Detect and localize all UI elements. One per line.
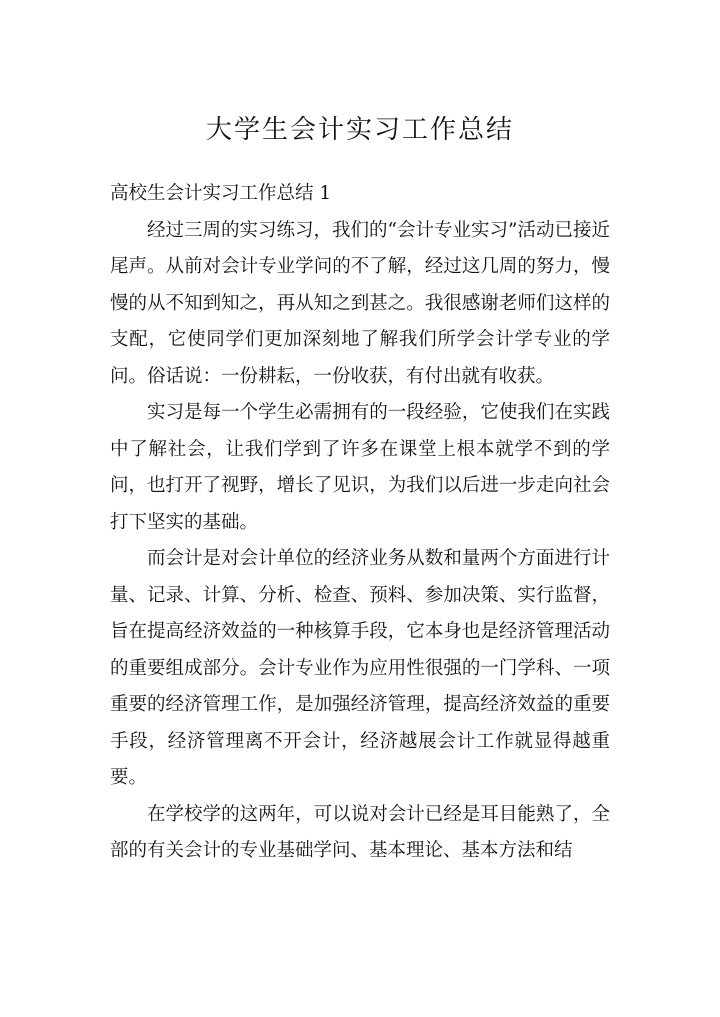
document-body: [110, 176, 610, 870]
paragraph-4: 在学校学的这两年，可以说对会计已经是耳目能熟了，全部的有关会计的专业基础学问、基本理论、基本方法和结: [110, 803, 610, 861]
paragraph-1: 经过三周的实习练习，我们的“会计专业实习”活动已接近尾声。从前对会计专业学问的不了解，经过这几周的努力，慢慢的从不知到知之，再从知之到甚之。我很感谢老师们这样的支配，它使同学们更加深刻地了解我们所学会计学专业的学问。俗话说：一份耕耘，一份收获，有付出就有收获。: [110, 219, 610, 387]
section-heading: 高校生会计实习工作总结 1: [110, 183, 332, 204]
paragraph-3: 而会计是对会计单位的经济业务从数和量两个方面进行计量、记录、计算、分析、检查、预料、参加决策、实行监督，旨在提高经济效益的一种核算手段，它本身也是经济管理活动的重要组成部分。会计专业作为应用性很强的一门学科、一项重要的经济管理工作，是加强经济管理，提高经济效益的重要手段，经济管理离不开会计，经济越展会计工作就显得越重要。: [110, 548, 610, 788]
paragraph-2: 实习是每一个学生必需拥有的一段经验，它使我们在实践中了解社会，让我们学到了许多在课堂上根本就学不到的学问，也打开了视野，增长了见识，为我们以后进一步走向社会打下坚实的基础。: [110, 402, 610, 533]
document-title: 大学生会计实习工作总结: [205, 115, 514, 145]
